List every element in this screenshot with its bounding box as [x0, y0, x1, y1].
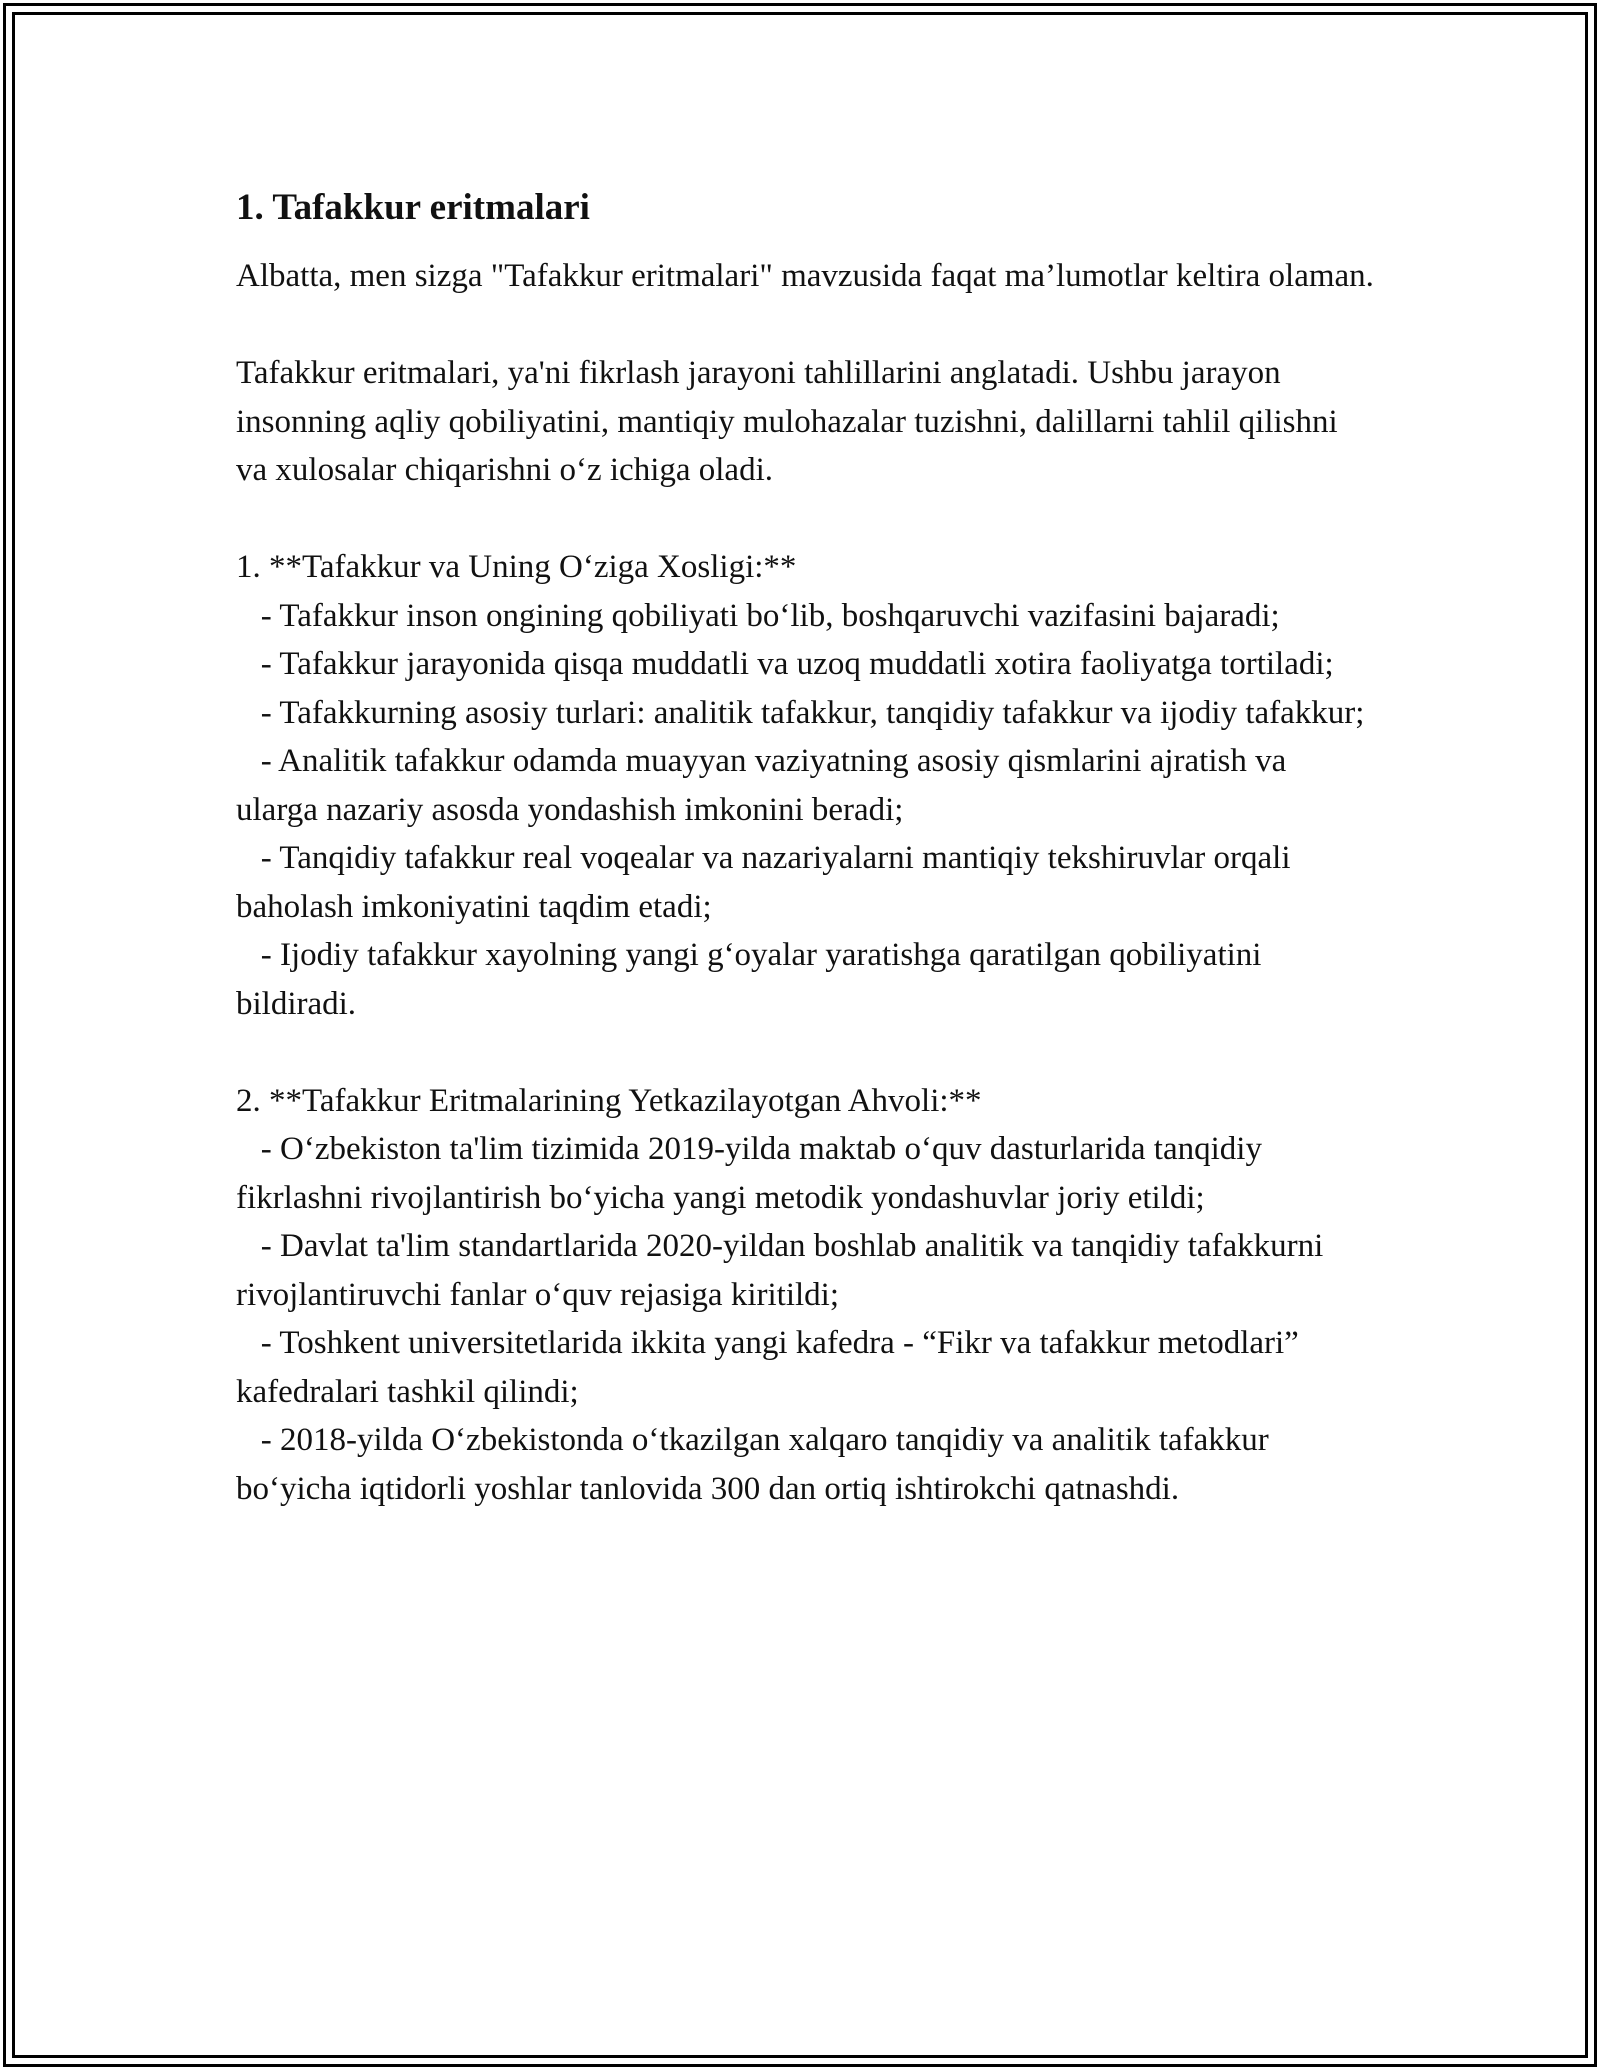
list-item-text: Tanqidiy tafakkur real voqealar va nazariyalarni mantiqiy tekshiruvlar orqali baholash imkoniyatini taqdim etadi; — [236, 840, 1291, 925]
list-item: - Tafakkurning asosiy turlari: analitik tafakkur, tanqidiy tafakkur va ijodiy tafakkur; — [236, 694, 1365, 731]
list-item-text: O‘zbekiston ta'lim tizimida 2019-yilda maktab o‘quv dasturlarida tanqidiy fikrlashni rivojlantirish bo‘yicha yangi metodik yondashuvlar joriy etildi; — [236, 1131, 1262, 1216]
list-item: - Ijodiy tafakkur xayolning yangi g‘oyalar yaratishga qaratilgan qobiliyatini bildiradi. — [236, 937, 1262, 1022]
intro-paragraph: Albatta, men sizga "Tafakkur eritmalari" mavzusida faqat ma’lumotlar keltira olaman. — [236, 258, 1374, 294]
list-item: - Davlat ta'lim standartlarida 2020-yildan boshlab analitik va tanqidiy tafakkurni rivojlantiruvchi fanlar o‘quv rejasiga kiritildi; — [236, 1228, 1324, 1313]
section-1 — [236, 543, 1376, 1028]
document-body — [236, 184, 1376, 1562]
list-item-text: Davlat ta'lim standartlarida 2020-yildan boshlab analitik va tanqidiy tafakkurni rivojlantiruvchi fanlar o‘quv rejasiga kiritildi; — [236, 1228, 1324, 1313]
list-item: - Analitik tafakkur odamda muayyan vaziyatning asosiy qismlarini ajratish va ularga nazariy asosda yondashish imkonini beradi; — [236, 743, 1287, 828]
section-2 — [236, 1077, 1376, 1514]
definition-paragraph: Tafakkur eritmalari, ya'ni fikrlash jarayoni tahlillarini anglatadi. Ushbu jarayon insonning aqliy qobiliyatini, mantiqiy mulohazalar tuzishni, dalillarni tahlil qilishni va xulosalar chiqarishni o‘z ichiga oladi. — [236, 355, 1346, 488]
list-item-text: Ijodiy tafakkur xayolning yangi g‘oyalar yaratishga qaratilgan qobiliyatini bildiradi. — [236, 937, 1262, 1022]
section-heading: 1. **Tafakkur va Uning O‘ziga Xosligi:** — [236, 549, 797, 585]
section-heading: 2. **Tafakkur Eritmalarining Yetkazilayotgan Ahvoli:** — [236, 1082, 982, 1119]
list-item-text: Tafakkur inson ongining qobiliyati bo‘lib, boshqaruvchi vazifasini bajaradi; — [279, 597, 1280, 634]
list-item: - 2018-yilda O‘zbekistonda o‘tkazilgan xalqaro tanqidiy va analitik tafakkur bo‘yicha iqtidorli yoshlar tanlovida 300 dan ortiq ishtirokchi qatnashdi. — [236, 1422, 1269, 1507]
list-item-text: Tafakkurning asosiy turlari: analitik tafakkur, tanqidiy tafakkur va ijodiy tafakkur; — [279, 694, 1365, 731]
list-item: - Tanqidiy tafakkur real voqealar va nazariyalarni mantiqiy tekshiruvlar orqali baholash imkoniyatini taqdim etadi; — [236, 840, 1291, 925]
list-item: - O‘zbekiston ta'lim tizimida 2019-yilda maktab o‘quv dasturlarida tanqidiy fikrlashni rivojlantirish bo‘yicha yangi metodik yondashuvlar joriy etildi; — [236, 1131, 1262, 1216]
list-item-text: Analitik tafakkur odamda muayyan vaziyatning asosiy qismlarini ajratish va ularga nazariy asosda yondashish imkonini beradi; — [236, 743, 1287, 828]
list-item: - Toshkent universitetlarida ikkita yangi kafedra - “Fikr va tafakkur metodlari” kafedralari tashkil qilindi; — [236, 1325, 1299, 1410]
list-item-text: Tafakkur jarayonida qisqa muddatli va uzoq muddatli xotira faoliyatga tortiladi; — [279, 646, 1334, 682]
list-item: - Tafakkur jarayonida qisqa muddatli va uzoq muddatli xotira faoliyatga tortiladi; — [236, 646, 1334, 682]
list-item-text: 2018-yilda O‘zbekistonda o‘tkazilgan xalqaro tanqidiy va analitik tafakkur bo‘yicha iqtidorli yoshlar tanlovida 300 dan ortiq ishtirokchi qatnashdi. — [236, 1422, 1269, 1507]
list-item: - Tafakkur inson ongining qobiliyati bo‘lib, boshqaruvchi vazifasini bajaradi; — [236, 597, 1280, 634]
list-item-text: Toshkent universitetlarida ikkita yangi kafedra - “Fikr va tafakkur metodlari” kafedralari tashkil qilindi; — [236, 1325, 1299, 1410]
document-title: 1. Tafakkur eritmalari — [236, 187, 590, 228]
